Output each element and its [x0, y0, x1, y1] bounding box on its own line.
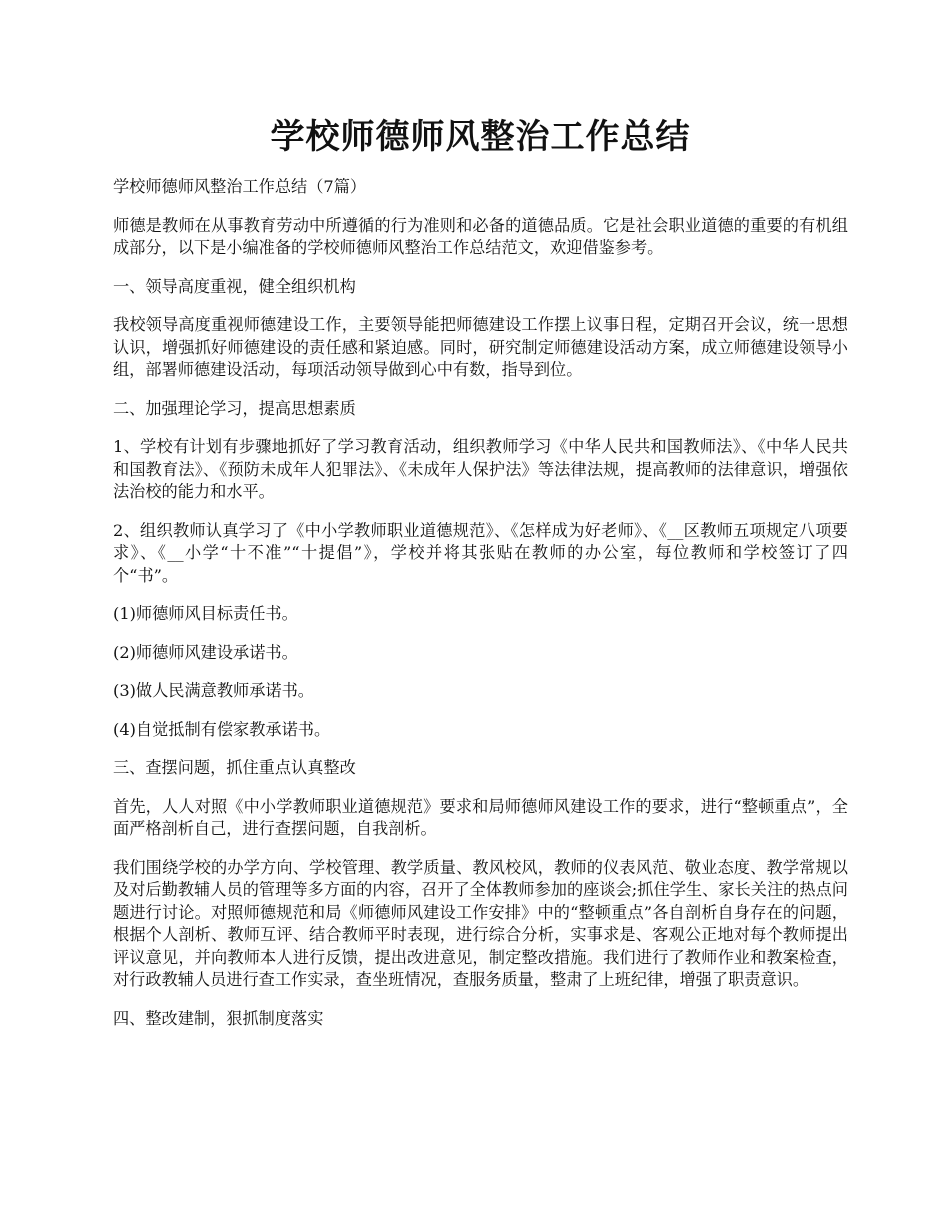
- list-item: (2)师德师风建设承诺书。: [113, 642, 298, 662]
- list-item: (3)做人民满意教师承诺书。: [113, 681, 314, 700]
- paragraph: 首先，人人对照《中小学教师职业道德规范》要求和局师德师风建设工作的要求，进行“整顿重点”，全面严格剖析自己，进行查摆问题，自我剖析。: [113, 796, 848, 838]
- document-subtitle: 学校师德师风整治工作总结（7篇）: [113, 177, 367, 196]
- paragraph: 1、学校有计划有步骤地抓好了学习教育活动，组织教师学习《中华人民共和国教师法》、《中华人民共和国教育法》、《预防未成年人犯罪法》、《未成年人保护法》等法律法规，提高教师的法律意识，增强依法治校的能力和水平。: [113, 437, 848, 501]
- document-title: 学校师德师风整治工作总结: [270, 117, 691, 157]
- list-item: (1)师德师风目标责任书。: [113, 604, 298, 623]
- section-heading-2: 二、加强理论学习，提高思想素质: [113, 398, 356, 418]
- paragraph: 2、组织教师认真学习了《中小学教师职业道德规范》、《怎样成为好老师》、《__区教师五项规定八项要求》、《__小学“十不准”“十提倡”》，学校并将其张贴在教师的办公室，每位教师和学校签订了四个“书”。: [113, 520, 848, 585]
- paragraph: 我们围绕学校的办学方向、学校管理、教学质量、教风校风，教师的仪表风范、敬业态度、教学常规以及对后勤教辅人员的管理等多方面的内容，召开了全体教师参加的座谈会;抓住学生、家长关注的热点问题进行讨论。对照师德规范和局《师德师风建设工作安排》中的“整顿重点”各自剖析自身存在的问题，根据个人剖析、教师互评、结合教师平时表现，进行综合分析，实事求是、客观公正地对每个教师提出评议意见，并向教师本人进行反馈，提出改进意见，制定整改措施。我们进行了教师作业和教案检查，对行政教辅人员进行查工作实录，查坐班情况，查服务质量，整肃了上班纪律，增强了职责意识。: [113, 857, 848, 989]
- paragraph: 我校领导高度重视师德建设工作，主要领导能把师德建设工作摆上议事日程，定期召开会议，统一思想认识，增强抓好师德建设的责任感和紧迫感。同时，研究制定师德建设活动方案，成立师德建设领导小组，部署师德建设活动，每项活动领导做到心中有数，指导到位。: [113, 315, 848, 379]
- section-heading-4: 四、整改建制，狠抓制度落实: [113, 1008, 324, 1028]
- intro-paragraph: 师德是教师在从事教育劳动中所遵循的行为准则和必备的道德品质。它是社会职业道德的重要的有机组成部分，以下是小编准备的学校师德师风整治工作总结范文，欢迎借鉴参考。: [113, 215, 848, 257]
- section-heading-3: 三、查摆问题，抓住重点认真整改: [113, 758, 356, 777]
- document-body: [113, 176, 848, 1046]
- section-heading-1: 一、领导高度重视，健全组织机构: [113, 276, 356, 296]
- list-item: (4)自觉抵制有偿家教承诺书。: [113, 719, 331, 739]
